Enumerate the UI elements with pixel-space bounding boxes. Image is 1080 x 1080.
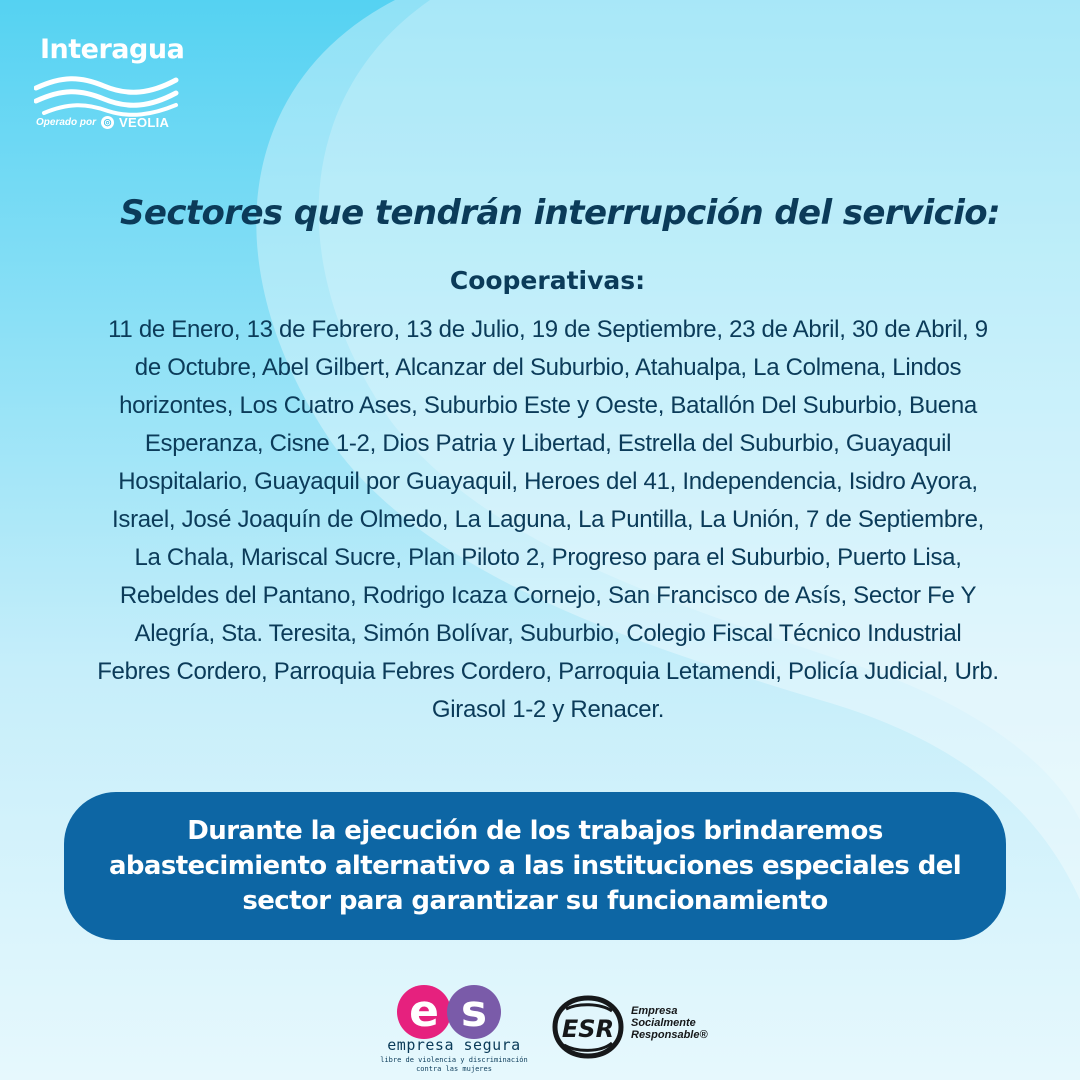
esr-line-2: Socialmente [631, 1017, 696, 1029]
svg-text:e: e [409, 986, 439, 1037]
esr-badge [552, 995, 732, 1059]
operated-by-label: Operado por [36, 116, 97, 128]
svg-text:ESR: ESR [561, 1015, 615, 1043]
interagua-logo [34, 30, 204, 140]
veolia-name: VEOLIA [119, 114, 170, 130]
operated-by [36, 112, 169, 132]
esr-seal-icon [552, 995, 624, 1059]
empresa-segura-logo-icon [394, 984, 504, 1040]
brand-name: Interagua [40, 34, 185, 65]
empresa-segura-tagline-2: contra las mujeres [416, 1065, 492, 1073]
esr-label [631, 1005, 708, 1041]
sectors-list: 11 de Enero, 13 de Febrero, 13 de Julio, 19 de Septiembre, 23 de Abril, 30 de Abril, 9 de Octubre, Abel Gilbert, Alcanzar del Suburbio, Atahualpa, La Colmena, Lindos horizontes, Los Cuatro Ases, Suburbio Este y Oeste, Batallón Del Suburbio, Buena Esperanza, Cisne 1-2, Dios Patria y Libertad, Estrella del Suburbio, Guayaquil Hospitalario, Guayaquil por Guayaquil, Heroes del 41, Independencia, Isidro Ayora, Israel, José Joaquín de Olmedo, La Laguna, La Puntilla, La Unión, 7 de Septiembre, La Chala, Mariscal Sucre, Plan Piloto 2, Progreso para el Suburbio, Puerto Lisa, Rebeldes del Pantano, Rodrigo Icaza Cornejo, San Francisco de Asís, Sector Fe Y Alegría, Sta. Teresita, Simón Bolívar, Suburbio, Colegio Fiscal Técnico Industrial Febres Cordero, Parroquia Febres Cordero, Parroquia Letamendi, Policía Judicial, Urb. Girasol 1-2 y Renacer. [97, 316, 999, 723]
empresa-segura-name: empresa segura [387, 1036, 521, 1054]
svg-text:s: s [460, 986, 488, 1037]
service-notice-text: Durante la ejecución de los trabajos brindaremos abastecimiento alternativo a las instituciones especiales del sector para garantizar su funcionamiento [108, 815, 962, 916]
esr-line-3: Responsable® [631, 1029, 708, 1041]
empresa-segura-tagline: libre de violencia y discriminación [380, 1056, 528, 1064]
service-notice-box [64, 792, 1006, 940]
section-subtitle: Cooperativas: [449, 266, 646, 295]
veolia-logo-icon: ◎ [101, 116, 114, 129]
empresa-segura-badge [366, 982, 546, 1072]
esr-line-1: Empresa [631, 1005, 678, 1017]
page-title: Sectores que tendrán interrupción del servicio: [119, 193, 1001, 233]
